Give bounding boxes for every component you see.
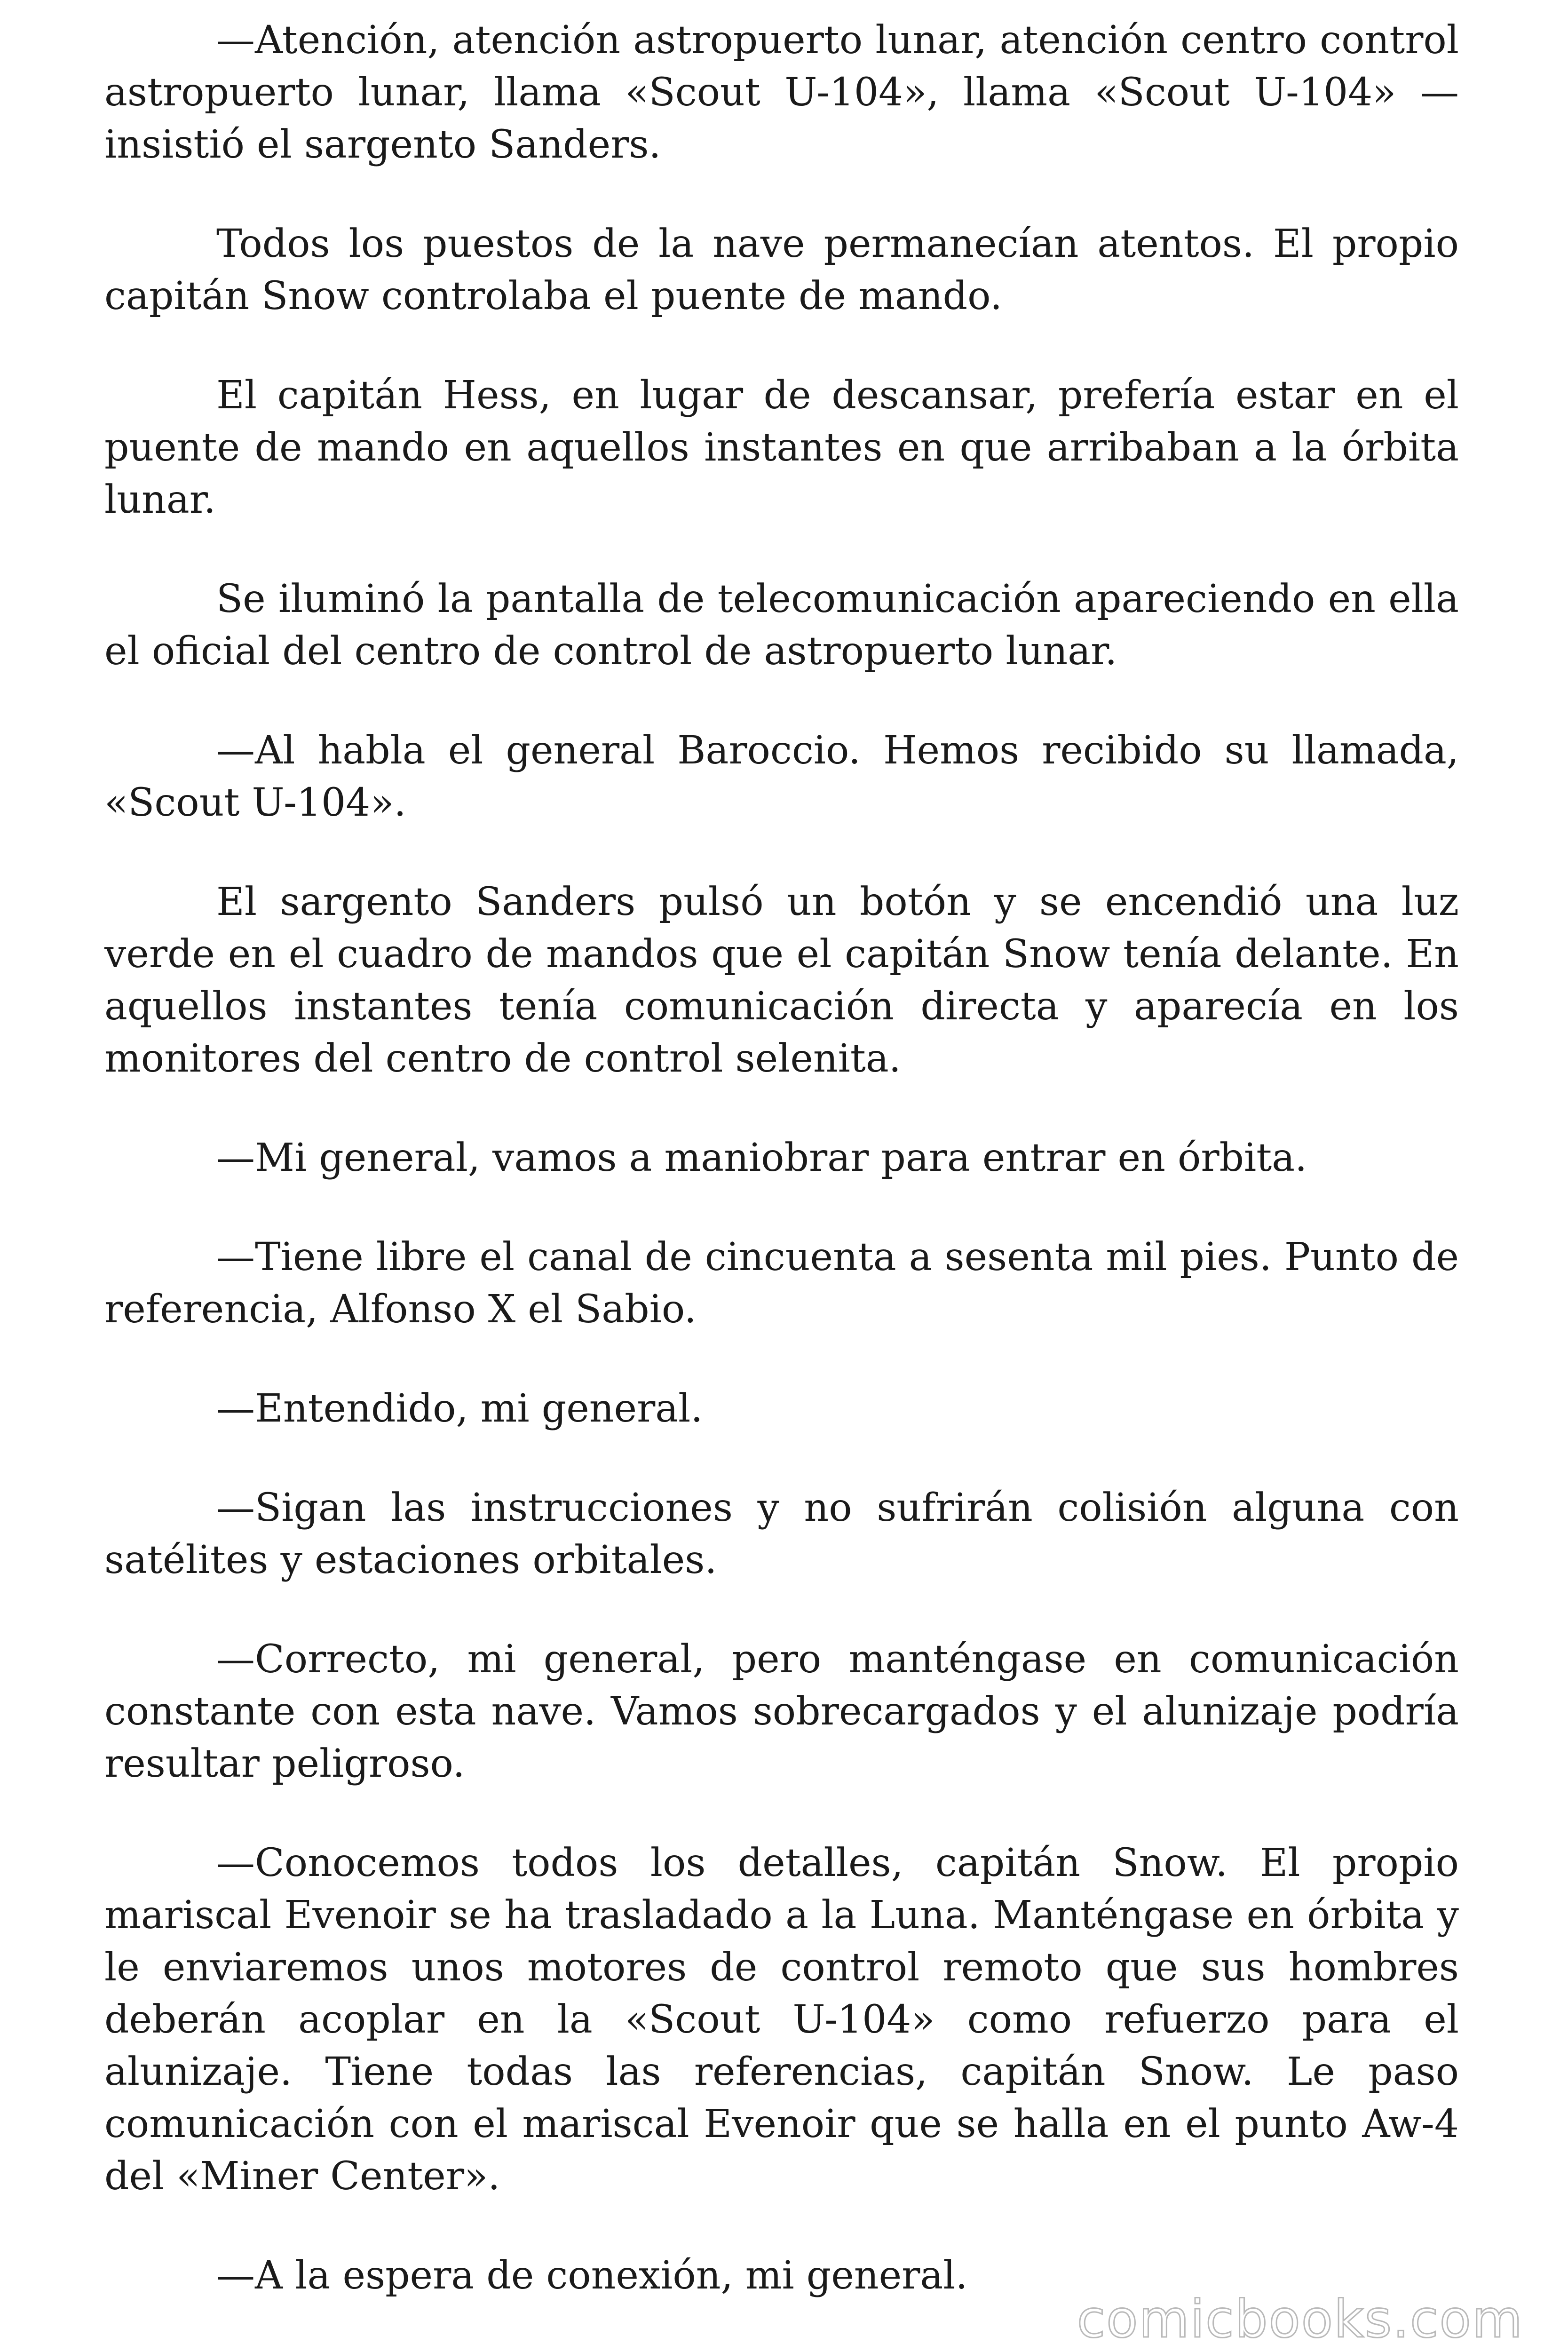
paragraph: Se iluminó la pantalla de telecomunicación apareciendo en ella el oficial del centro de control de astropuerto lunar. xyxy=(104,577,1459,674)
paragraph: Todos los puestos de la nave permanecían atentos. El propio capitán Snow controlaba el puente de mando. xyxy=(104,222,1459,318)
paragraph: —A la espera de conexión, mi general. xyxy=(216,2253,968,2298)
paragraph: —Entendido, mi general. xyxy=(216,1386,703,1431)
paragraph: —Atención, atención astropuerto lunar, atención centro control astropuerto lunar, llama «Scout U-104», llama «Scout U-104» —insistió el sargento Sanders. xyxy=(104,18,1459,167)
watermark: comicbooks.com xyxy=(1077,2289,1523,2349)
paragraph: —Tiene libre el canal de cincuenta a sesenta mil pies. Punto de referencia, Alfonso X el Sabio. xyxy=(104,1235,1459,1332)
page-text xyxy=(104,14,1459,2352)
paragraph: —Mi general, vamos a maniobrar para entrar en órbita. xyxy=(216,1136,1307,1180)
paragraph: —Al habla el general Baroccio. Hemos recibido su llamada, «Scout U-104». xyxy=(104,728,1459,825)
paragraph: —Conocemos todos los detalles, capitán Snow. El propio mariscal Evenoir se ha trasladado a la Luna. Manténgase en órbita y le enviaremos unos motores de control remoto que sus hombres deberán acoplar en la «Scout U-104» como refuerzo para el alunizaje. Tiene todas las referencias, capitán Snow. Le paso comunicación con el mariscal Evenoir que se halla en el punto Aw-4 del «Miner Center». xyxy=(104,1841,1459,2199)
paragraph: El sargento Sanders pulsó un botón y se encendió una luz verde en el cuadro de mandos que el capitán Snow tenía delante. En aquellos instantes tenía comunicación directa y aparecía en los monitores del centro de control selenita. xyxy=(104,880,1459,1081)
paragraph: —Sigan las instrucciones y no sufrirán colisión alguna con satélites y estaciones orbitales. xyxy=(104,1486,1459,1582)
paragraph: El capitán Hess, en lugar de descansar, prefería estar en el puente de mando en aquellos instantes en que arribaban a la órbita lunar. xyxy=(104,373,1459,522)
paragraph: —Correcto, mi general, pero manténgase en comunicación constante con esta nave. Vamos sobrecargados y el alunizaje podría resultar peligroso. xyxy=(104,1637,1459,1786)
